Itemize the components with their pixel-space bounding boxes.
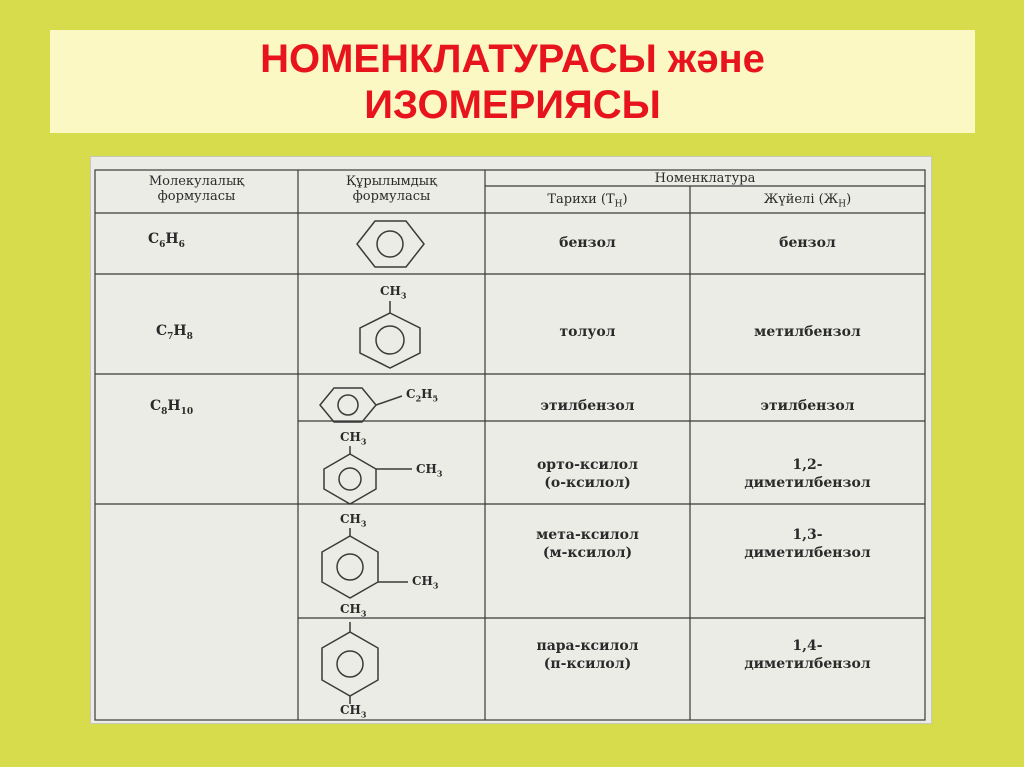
formula-c6h6: $C_6H_6$ [148,231,185,250]
title-line-1: НОМЕНКЛАТУРАСЫ және [260,37,765,81]
cell-historical-meta-xylene: мета-ксилол (м-ксилол) [536,527,639,561]
formula-c8h10: $C_8H_{10}$ [150,398,194,417]
formula-c7h8: $C_7H_8$ [156,323,193,342]
ch3-label: $CH_3$ [340,512,367,529]
c2h5-label: $C_2H_5$ [406,387,439,404]
cell-systematic-para-xylene: 1,4- диметилбензол [744,638,871,672]
ch3-label: $CH_3$ [412,574,439,591]
header-systematic: Жүйелі $(Ж_Н)$ [763,192,852,210]
ch3-label: $CH_3$ [340,602,367,619]
para-xylene-structure [322,622,378,704]
cell-historical-ethylbenzene: этилбензол [540,398,635,414]
title-line-2: ИЗОМЕРИЯСЫ [364,83,661,127]
cell-historical-ortho-xylene: орто-ксилол (о-ксилол) [536,457,639,491]
cell-systematic-toluene: метилбензол [754,324,861,340]
ch3-label: $CH_3$ [340,430,367,447]
slide-title [50,36,975,128]
ch3-label: $CH_3$ [380,284,407,301]
header-structural-formula: Құрылымдық формуласы [345,174,438,204]
cell-systematic-meta-xylene: 1,3- диметилбензол [744,527,871,561]
meta-xylene-structure [322,528,408,598]
toluene-structure [360,301,420,368]
cell-historical-benzene: бензол [559,235,616,251]
benzene-structure [357,221,424,267]
ch3-label: $CH_3$ [416,462,443,479]
cell-historical-para-xylene: пара-ксилол (п-ксилол) [536,638,639,672]
ch3-label: $CH_3$ [340,703,367,720]
cell-systematic-ortho-xylene: 1,2- диметилбензол [744,457,871,491]
title-banner [50,30,975,133]
header-molecular-formula: Молекулалық формуласы [148,174,245,204]
ortho-xylene-structure [324,446,412,504]
ethylbenzene-structure [320,388,402,422]
header-historical: Тарихи $(Т_Н)$ [547,192,628,210]
cell-systematic-benzene: бензол [779,235,836,251]
cell-systematic-ethylbenzene: этилбензол [760,398,855,414]
header-nomenclature: Номенклатура [654,171,756,186]
scanned-table-image [90,156,932,724]
cell-historical-toluene: толуол [559,324,616,340]
